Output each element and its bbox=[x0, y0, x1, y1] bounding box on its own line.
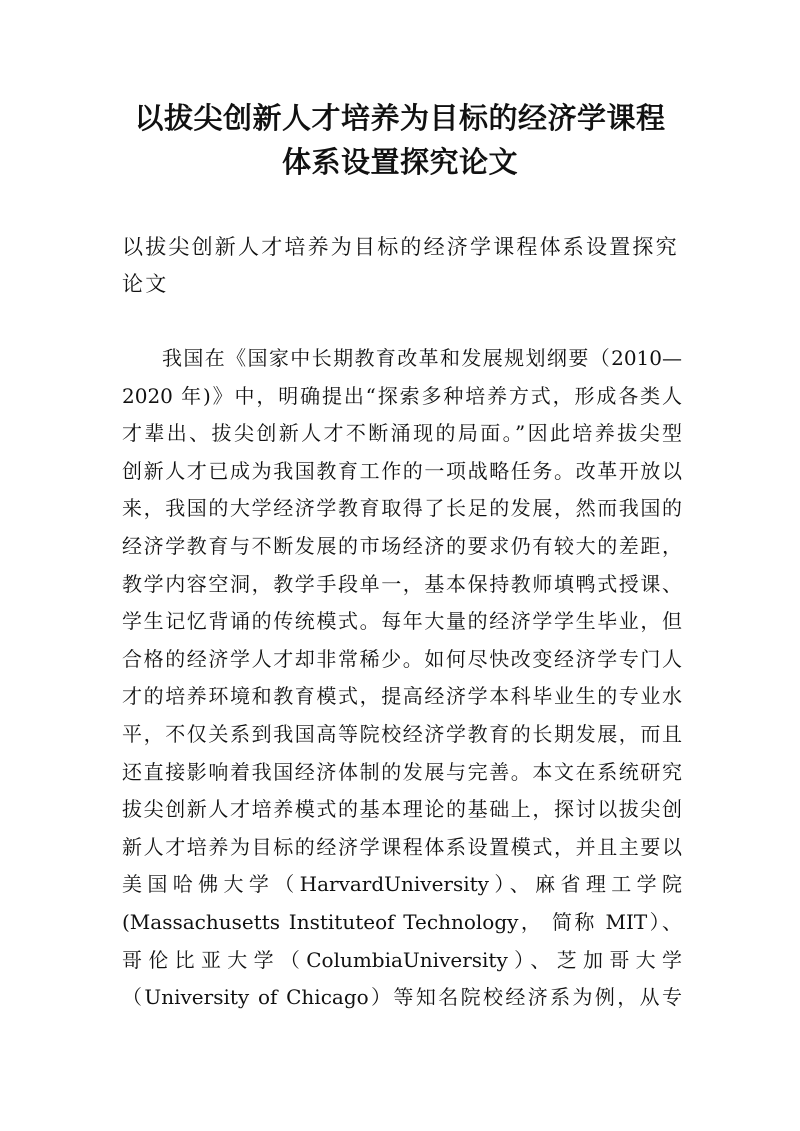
body-line: 才辈出、拔尖创新人才不断涌现的局面。”因此培养拔尖型 bbox=[122, 421, 682, 446]
body-line: 创新人才已成为我国教育工作的一项战略任务。改革开放以 bbox=[122, 458, 682, 483]
body-line: 才的培养环境和教育模式，提高经济学本科毕业生的专业水 bbox=[122, 684, 682, 709]
body-line: 教学内容空洞，教学手段单一，基本保持教师填鸭式授课、 bbox=[122, 571, 682, 596]
body-line: 合格的经济学人才却非常稀少。如何尽快改变经济学专门人 bbox=[122, 646, 682, 671]
document-title bbox=[60, 96, 740, 184]
body-line: 经济学教育与不断发展的市场经济的要求仍有较大的差距， bbox=[122, 533, 682, 558]
body-line: 还直接影响着我国经济体制的发展与完善。本文在系统研究 bbox=[122, 759, 682, 784]
body-line: 新人才培养为目标的经济学课程体系设置模式，并且主要以 bbox=[122, 834, 682, 859]
body-line: 平，不仅关系到我国高等院校经济学教育的长期发展，而且 bbox=[122, 721, 682, 746]
body-line: 拔尖创新人才培养模式的基本理论的基础上，探讨以拔尖创 bbox=[122, 797, 682, 822]
body-line: 2020 年)》中，明确提出“探索多种培养方式，形成各类人 bbox=[122, 383, 682, 408]
title-line-1: 以拔尖创新人才培养为目标的经济学课程 bbox=[134, 101, 666, 135]
body-paragraph bbox=[122, 340, 682, 1017]
title-line-2: 体系设置探究论文 bbox=[281, 145, 518, 179]
document-subtitle: 以拔尖创新人才培养为目标的经济学课程体系设置探究论文 bbox=[122, 235, 679, 296]
body-line: 学生记忆背诵的传统模式。每年大量的经济学学生毕业，但 bbox=[122, 609, 682, 634]
body-line: 哥伦比亚大学（ColumbiaUniversity）、芝加哥大学 bbox=[122, 947, 682, 972]
body-line: (Massachusetts Instituteof Technology， 简称 MIT）、 bbox=[122, 909, 682, 934]
body-line: （University of Chicago）等知名院校经济系为例，从专 bbox=[122, 985, 682, 1010]
body-line: 我国在《国家中长期教育改革和发展规划纲要（2010— bbox=[162, 346, 682, 370]
body-line: 来，我国的大学经济学教育取得了长足的发展，然而我国的 bbox=[122, 496, 682, 521]
body-line: 美国哈佛大学（HarvardUniversity）、麻省理工学院 bbox=[122, 872, 682, 897]
